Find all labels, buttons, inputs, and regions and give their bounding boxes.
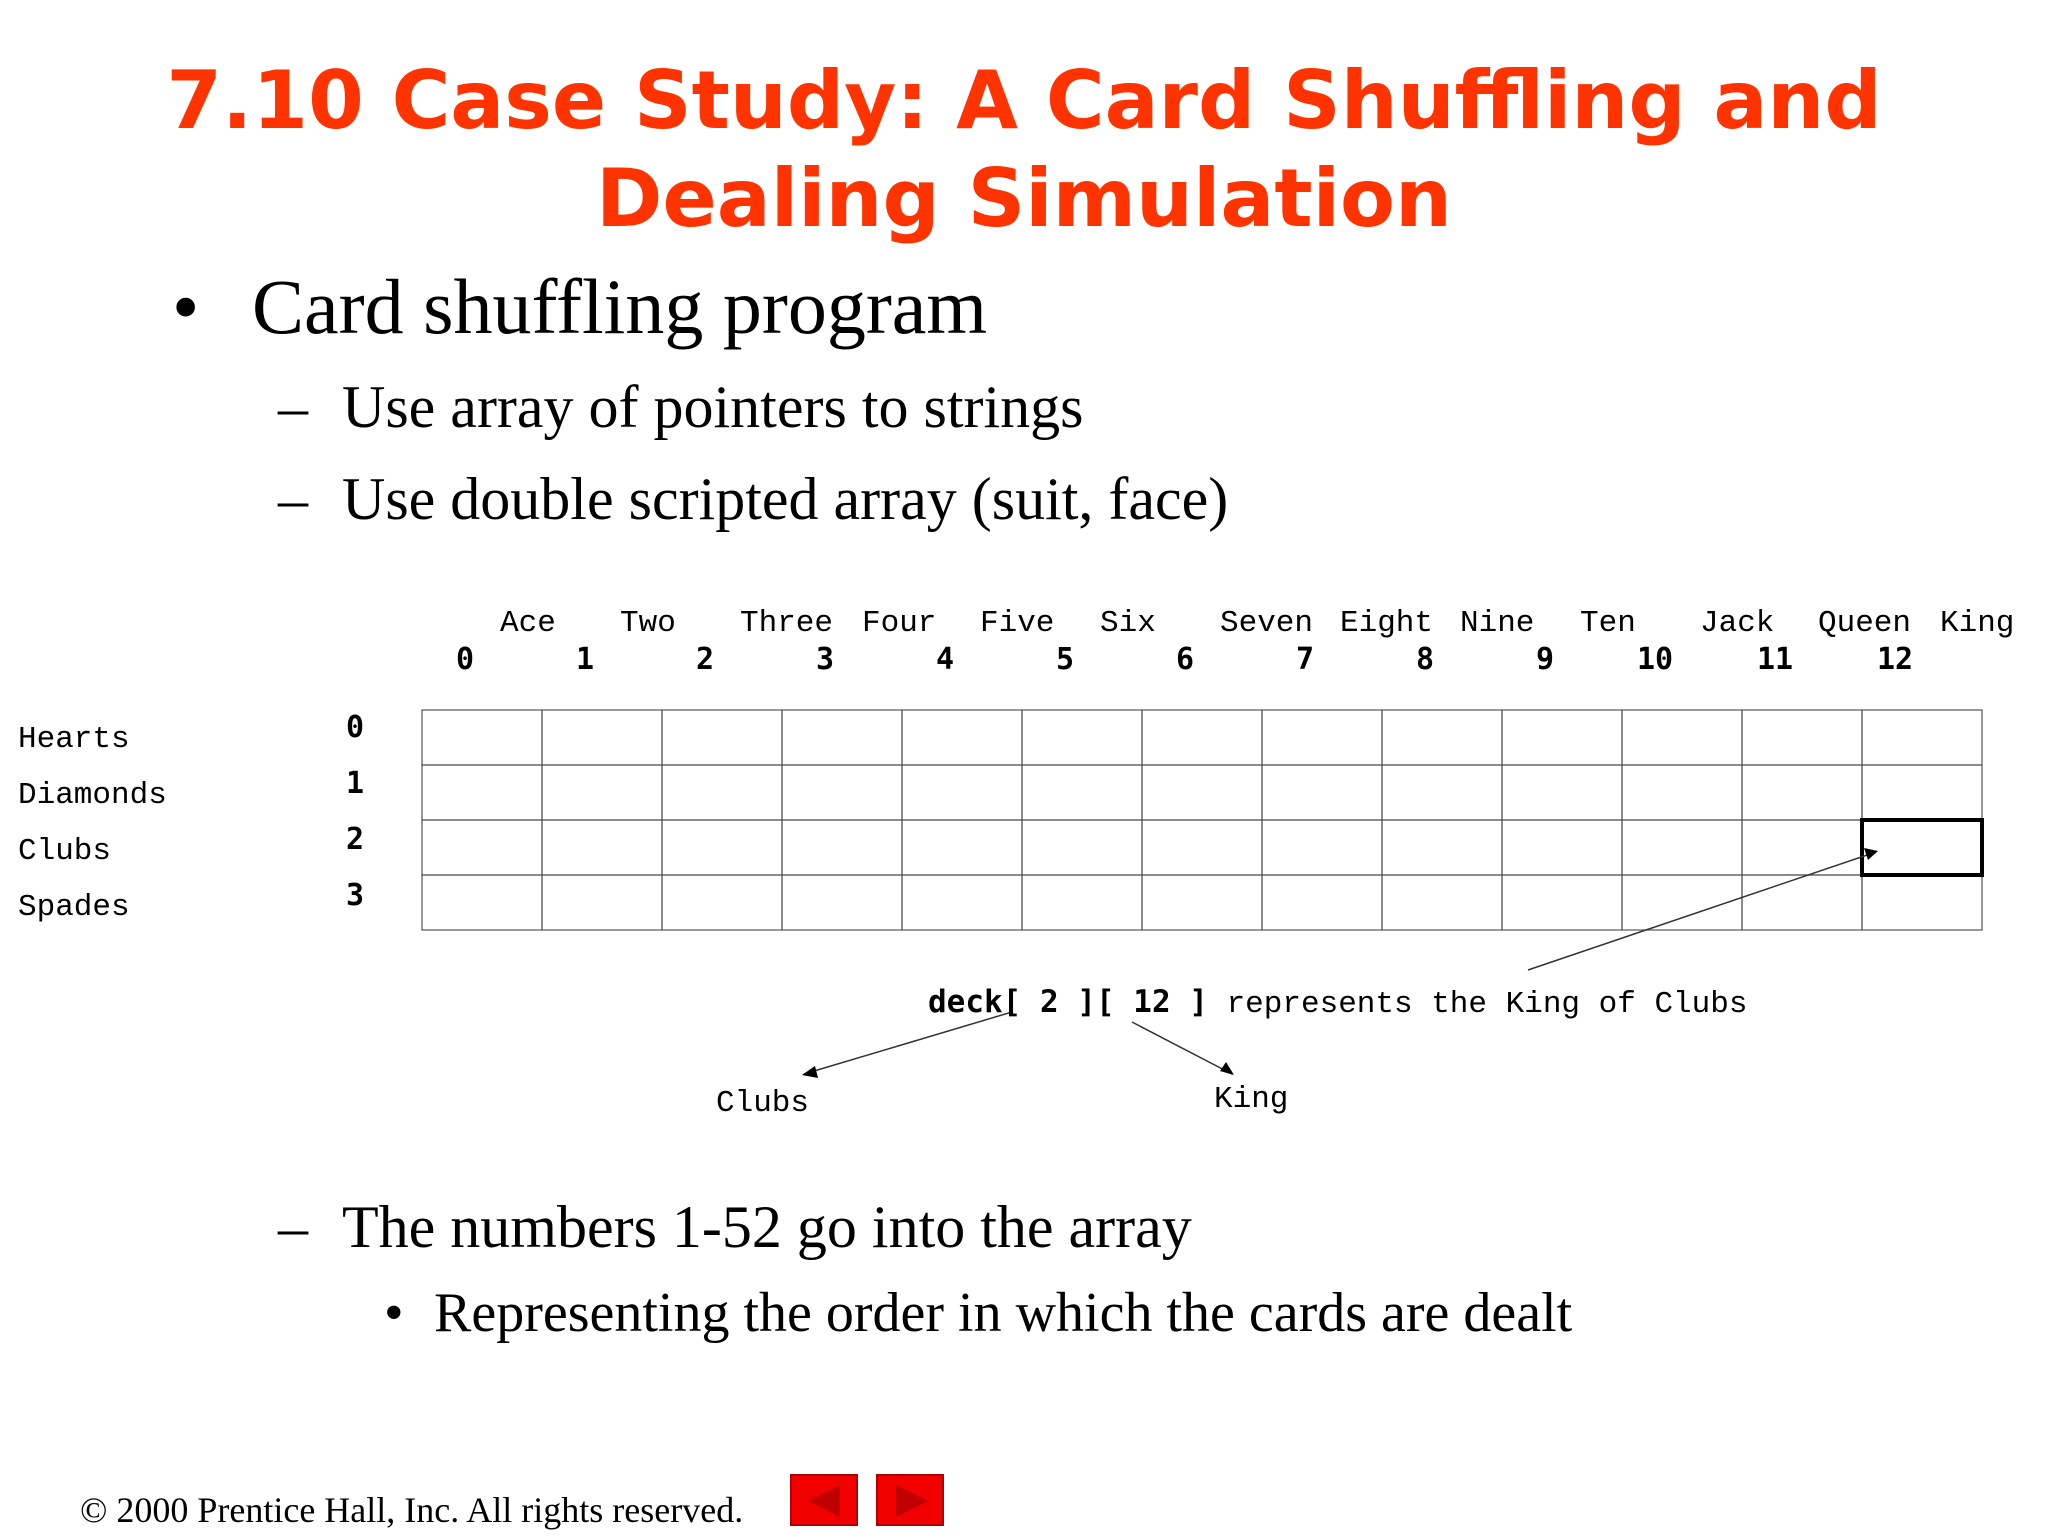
grid-cell: [1862, 820, 1982, 875]
face-label: Nine: [1460, 606, 1535, 641]
subbullet-text: Use array of pointers to strings: [342, 374, 1084, 440]
dash-mark: –: [278, 1194, 308, 1260]
dash-mark: –: [278, 374, 308, 440]
grid-cell: [1022, 820, 1142, 875]
grid-cell: [662, 820, 782, 875]
grid-cell: [1862, 875, 1982, 930]
row-number: 0: [346, 710, 365, 745]
face-label: Seven: [1220, 606, 1314, 641]
grid-cell: [1382, 765, 1502, 820]
grid-cell: [1262, 875, 1382, 930]
grid-cell: [1502, 765, 1622, 820]
slide-title-line-2: Dealing Simulation: [596, 152, 1452, 245]
grid-cell: [662, 765, 782, 820]
pointer-line-king-of-clubs: [1528, 852, 1876, 970]
grid-cell: [1622, 710, 1742, 765]
grid-cell: [422, 875, 542, 930]
grid-cell: [542, 820, 662, 875]
grid-cell: [1022, 875, 1142, 930]
grid-cell: [542, 765, 662, 820]
grid-cell: [422, 820, 542, 875]
grid-cell: [542, 710, 662, 765]
arrowhead-clubs: [802, 1066, 818, 1078]
grid-cell: [902, 820, 1022, 875]
grid-cell: [782, 875, 902, 930]
column-number: 3: [815, 642, 835, 677]
grid-cell: [662, 875, 782, 930]
suit-label: Diamonds: [18, 778, 167, 813]
column-number: 4: [935, 642, 955, 677]
grid-cell: [1262, 710, 1382, 765]
grid-cell: [1742, 820, 1862, 875]
grid-cell: [1862, 765, 1982, 820]
column-number: 10: [1636, 642, 1674, 677]
caption-deck-index: [928, 984, 1747, 1022]
grid-cell: [1502, 710, 1622, 765]
grid-cell: [662, 710, 782, 765]
next-slide-button[interactable]: [876, 1474, 944, 1526]
face-label: Eight: [1340, 606, 1434, 641]
caption-code: deck: [928, 984, 1003, 1020]
column-number: 1: [575, 642, 595, 677]
column-number: 9: [1535, 642, 1555, 677]
grid-cell: [782, 710, 902, 765]
bullet-mark: •: [172, 263, 200, 350]
row-number: 1: [346, 766, 365, 801]
grid-cell: [542, 875, 662, 930]
face-label: Five: [980, 606, 1055, 641]
suit-label: Spades: [18, 890, 130, 925]
caption-text: represents the King of Clubs: [1207, 987, 1748, 1022]
dash-mark: –: [278, 466, 308, 532]
column-number: 6: [1175, 642, 1195, 677]
grid-cell: [1142, 765, 1262, 820]
face-label: Queen: [1818, 606, 1912, 641]
suit-label: Hearts: [18, 722, 130, 757]
grid-cell: [1262, 765, 1382, 820]
grid-cell: [422, 765, 542, 820]
grid-cell: [1382, 875, 1502, 930]
subbullet-text: Use double scripted array (suit, face): [342, 466, 1229, 532]
column-number: 0: [455, 642, 475, 677]
subbullet-text: The numbers 1-52 go into the array: [342, 1194, 1192, 1260]
bullet-text: Card shuffling program: [252, 263, 988, 350]
grid-cell: [422, 710, 542, 765]
caption-clubs: Clubs: [716, 1086, 810, 1121]
face-label: Jack: [1700, 606, 1775, 641]
grid-cell: [1742, 765, 1862, 820]
grid-cell: [1262, 820, 1382, 875]
grid-cell: [1142, 820, 1262, 875]
face-label: Three: [740, 606, 834, 641]
grid-cell: [1742, 710, 1862, 765]
face-label: King: [1940, 606, 2015, 641]
grid-cell: [1142, 875, 1262, 930]
grid-cell: [1502, 875, 1622, 930]
grid-cell: [1742, 875, 1862, 930]
copyright-footer: © 2000 Prentice Hall, Inc. All rights reserved.: [80, 1490, 744, 1530]
arrow-left-icon: [792, 1476, 860, 1528]
subsubbullet-text: Representing the order in which the cards are dealt: [434, 1282, 1573, 1344]
face-label: Ten: [1580, 606, 1636, 641]
grid-cell: [1622, 875, 1742, 930]
row-number: 2: [346, 822, 365, 857]
grid-cell: [1622, 765, 1742, 820]
grid-cell: [902, 875, 1022, 930]
slide-title-line-1: 7.10 Case Study: A Card Shuffling and: [166, 54, 1882, 147]
previous-slide-button[interactable]: [790, 1474, 858, 1526]
grid-cell: [902, 710, 1022, 765]
grid-cell: [1382, 710, 1502, 765]
pointer-line-king: [1132, 1022, 1232, 1074]
caption-king: King: [1214, 1082, 1289, 1117]
grid-cell: [1862, 710, 1982, 765]
suit-label: Clubs: [18, 834, 112, 869]
grid-cell: [902, 765, 1022, 820]
grid-cell: [782, 820, 902, 875]
column-number: 2: [695, 642, 715, 677]
caption-index: [ 2 ][ 12 ]: [1002, 984, 1208, 1020]
row-number: 3: [346, 878, 365, 913]
highlighted-cell-king-of-clubs: [1862, 820, 1982, 875]
grid-cell: [1022, 710, 1142, 765]
face-label: Ace: [500, 606, 556, 641]
column-number: 5: [1055, 642, 1075, 677]
grid-cell: [1142, 710, 1262, 765]
grid-cell: [1622, 820, 1742, 875]
grid-cell: [782, 765, 902, 820]
arrow-right-icon: [878, 1476, 946, 1528]
arrowhead-king-of-clubs: [1864, 848, 1878, 860]
grid-cell: [1022, 765, 1142, 820]
column-number: 8: [1415, 642, 1435, 677]
arrowhead-king: [1220, 1062, 1234, 1075]
face-label: Four: [862, 606, 937, 641]
face-label: Two: [620, 606, 676, 641]
bullet-mark: •: [384, 1282, 404, 1344]
grid-cell: [1382, 820, 1502, 875]
column-number: 11: [1756, 642, 1794, 677]
face-label: Six: [1100, 606, 1156, 641]
grid-cell: [1502, 820, 1622, 875]
deck-grid: [422, 710, 1982, 930]
column-number: 7: [1295, 642, 1315, 677]
column-number: 12: [1876, 642, 1914, 677]
